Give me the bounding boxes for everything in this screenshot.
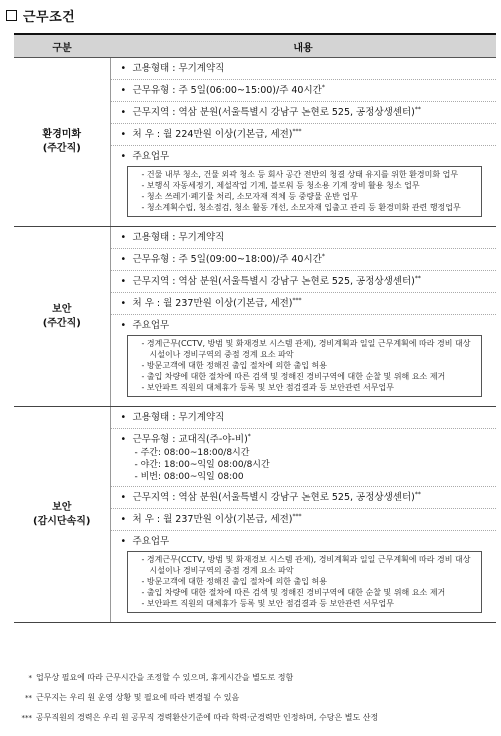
item-text: 처 우 : 월 224만원 이상(기본급, 세전)	[132, 129, 293, 140]
footnote-mark: **	[25, 694, 32, 702]
duty-line: - 보안파트 직원의 대체휴가 등록 및 보안 점검결과 등 보안관련 서무업무	[141, 383, 394, 392]
conditions-table	[14, 33, 496, 623]
item-text: 고용형태 : 무기계약직	[132, 412, 225, 423]
content-item	[111, 146, 497, 226]
bullet-icon: •	[120, 107, 127, 118]
table-row	[14, 58, 496, 227]
table-header-row	[14, 34, 496, 58]
item-text: 근무지역 : 역삼 분원(서울특별시 강남구 논현로 525, 공정상생센터)	[132, 492, 415, 503]
footnote-mark: *	[28, 674, 32, 682]
duty-line: - 출입 차량에 대한 절차에 따른 검색 및 정해진 경비구역에 대한 순찰 및 위해 요소 제거	[141, 588, 446, 597]
duty-line: - 경계근무(CCTV, 방범 및 화재경보 시스템 관제), 경비계획과 일일 근무계획에 따라 경비 대상 시설이나 경비구역의 중점 경계 요소 파악	[141, 339, 471, 359]
header-content: 내용	[110, 34, 496, 58]
duty-line: - 보안파트 직원의 대체휴가 등록 및 보안 점검결과 등 보안관련 서무업무	[141, 599, 394, 608]
duty-line: - 방문고객에 대한 정해진 출입 절차에 의한 출입 허용	[141, 361, 328, 370]
content-item	[111, 531, 497, 622]
category-cell	[14, 58, 110, 227]
category-label: (주간직)	[42, 143, 81, 154]
section-title	[6, 6, 75, 24]
bullet-icon: •	[120, 298, 127, 309]
item-text: 근무지역 : 역삼 분원(서울특별시 강남구 논현로 525, 공정상생센터)	[132, 107, 415, 118]
duty-line: - 출입 차량에 대한 절차에 따른 검색 및 정해진 경비구역에 대한 순찰 및 위해 요소 제거	[141, 372, 446, 381]
shift-detail: - 비번: 08:00~익일 08:00	[134, 472, 244, 482]
category-label: 보안	[52, 501, 72, 513]
duties-box	[127, 166, 483, 217]
footnotes	[16, 668, 378, 728]
content-item	[111, 102, 497, 124]
bullet-icon: •	[120, 232, 127, 243]
bullet-icon: •	[120, 129, 127, 140]
bullet-icon: •	[120, 412, 127, 423]
duties-box	[127, 551, 483, 613]
footnote-mark: ***	[292, 297, 302, 304]
content-item	[111, 249, 497, 271]
category-cell	[14, 227, 110, 407]
footnote-mark: ***	[292, 128, 302, 135]
duty-line: - 청소계획수립, 청소점검, 청소 활동 개선, 소모자재 입출고 관리 등 환경미화 관련 행정업무	[141, 203, 461, 212]
content-item	[111, 80, 497, 102]
footnote-row	[16, 668, 378, 688]
content-item	[111, 58, 497, 80]
item-text: 근무유형 : 주 5일(06:00~15:00)/주 40시간	[132, 85, 322, 96]
header-category: 구분	[14, 34, 110, 58]
bullet-icon: •	[120, 514, 127, 525]
bullet-icon: •	[120, 276, 127, 287]
content-cell	[110, 407, 496, 623]
content-cell	[110, 227, 496, 407]
bullet-icon: •	[120, 536, 127, 547]
footnote-text: 근무지는 우리 원 운영 상황 및 필요에 따라 변경될 수 있음	[36, 693, 240, 702]
bullet-icon: •	[120, 434, 127, 445]
item-text: 고용형태 : 무기계약직	[132, 63, 225, 74]
item-text: 처 우 : 월 237만원 이상(기본급, 세전)	[132, 514, 293, 525]
item-text: 근무유형 : 주 5일(09:00~18:00)/주 40시간	[132, 254, 322, 265]
category-label: 환경미화	[42, 129, 82, 140]
footnote-row	[16, 688, 378, 708]
duty-line: - 경계근무(CCTV, 방범 및 화재경보 시스템 관제), 경비계획과 일일 근무계획에 따라 경비 대상 시설이나 경비구역의 중점 경계 요소 파악	[141, 555, 471, 575]
content-item	[111, 429, 497, 487]
section-title-text: 근무조건	[23, 9, 76, 25]
bullet-icon: •	[120, 320, 127, 331]
content-item	[111, 271, 497, 293]
footnote-text: 공무직원의 경력은 우리 원 공무직 경력환산기준에 따라 학력·군경력만 인정하며, 수당은 별도 산정	[36, 713, 379, 722]
footnote-mark: *	[321, 84, 325, 91]
duties-box	[127, 335, 483, 397]
category-label: 보안	[52, 303, 72, 315]
footnote-mark: **	[414, 106, 421, 113]
content-item	[111, 124, 497, 146]
footnote-mark: *	[247, 433, 251, 440]
bullet-icon: •	[120, 85, 127, 96]
footnote-mark: **	[414, 275, 421, 282]
item-text: 주요업무	[132, 320, 170, 331]
shift-detail: - 주간: 08:00~18:00/8시간	[134, 448, 250, 458]
item-text: 근무지역 : 역삼 분원(서울특별시 강남구 논현로 525, 공정상생센터)	[132, 276, 415, 287]
content-item	[111, 407, 497, 429]
category-cell	[14, 407, 110, 623]
content-item	[111, 509, 497, 531]
footnote-mark: *	[321, 253, 325, 260]
item-text: 근무유형 : 교대직(주-야-비)	[132, 434, 248, 445]
duty-line: - 보행식 자동세정기, 제설작업 기계, 블로워 등 청소용 기계 장비 활용 청소 업무	[141, 181, 420, 190]
content-item	[111, 293, 497, 315]
table-row	[14, 407, 496, 623]
bullet-icon: •	[120, 151, 127, 162]
footnote-row	[16, 708, 378, 728]
footnote-mark: **	[414, 491, 421, 498]
category-label: (감시단속직)	[33, 515, 91, 527]
item-text: 고용형태 : 무기계약직	[132, 232, 225, 243]
footnote-mark: ***	[21, 714, 32, 722]
item-text: 주요업무	[132, 151, 170, 162]
content-item	[111, 487, 497, 509]
footnote-text: 업무상 필요에 따라 근무시간을 조정할 수 있으며, 휴게시간을 별도로 정함	[36, 673, 294, 682]
shift-detail: - 야간: 18:00~익일 08:00/8시간	[134, 460, 270, 470]
bullet-icon: •	[120, 254, 127, 265]
item-text: 처 우 : 월 237만원 이상(기본급, 세전)	[132, 298, 293, 309]
duty-line: - 청소 쓰레기·폐기물 처리, 소모자재 적체 등 중량물 운반 업무	[141, 192, 358, 201]
content-item	[111, 227, 497, 249]
item-text: 주요업무	[132, 536, 170, 547]
checkbox-icon	[6, 10, 17, 21]
content-cell	[110, 58, 496, 227]
footnote-mark: ***	[292, 513, 302, 520]
category-label: (주간직)	[42, 317, 81, 329]
content-item	[111, 315, 497, 406]
bullet-icon: •	[120, 63, 127, 74]
bullet-icon: •	[120, 492, 127, 503]
table-row	[14, 227, 496, 407]
duty-line: - 건물 내부 청소, 건물 외곽 청소 등 회사 공간 전반의 청결 상태 유지를 위한 환경미화 업무	[141, 170, 459, 179]
duty-line: - 방문고객에 대한 정해진 출입 절차에 의한 출입 허용	[141, 577, 328, 586]
